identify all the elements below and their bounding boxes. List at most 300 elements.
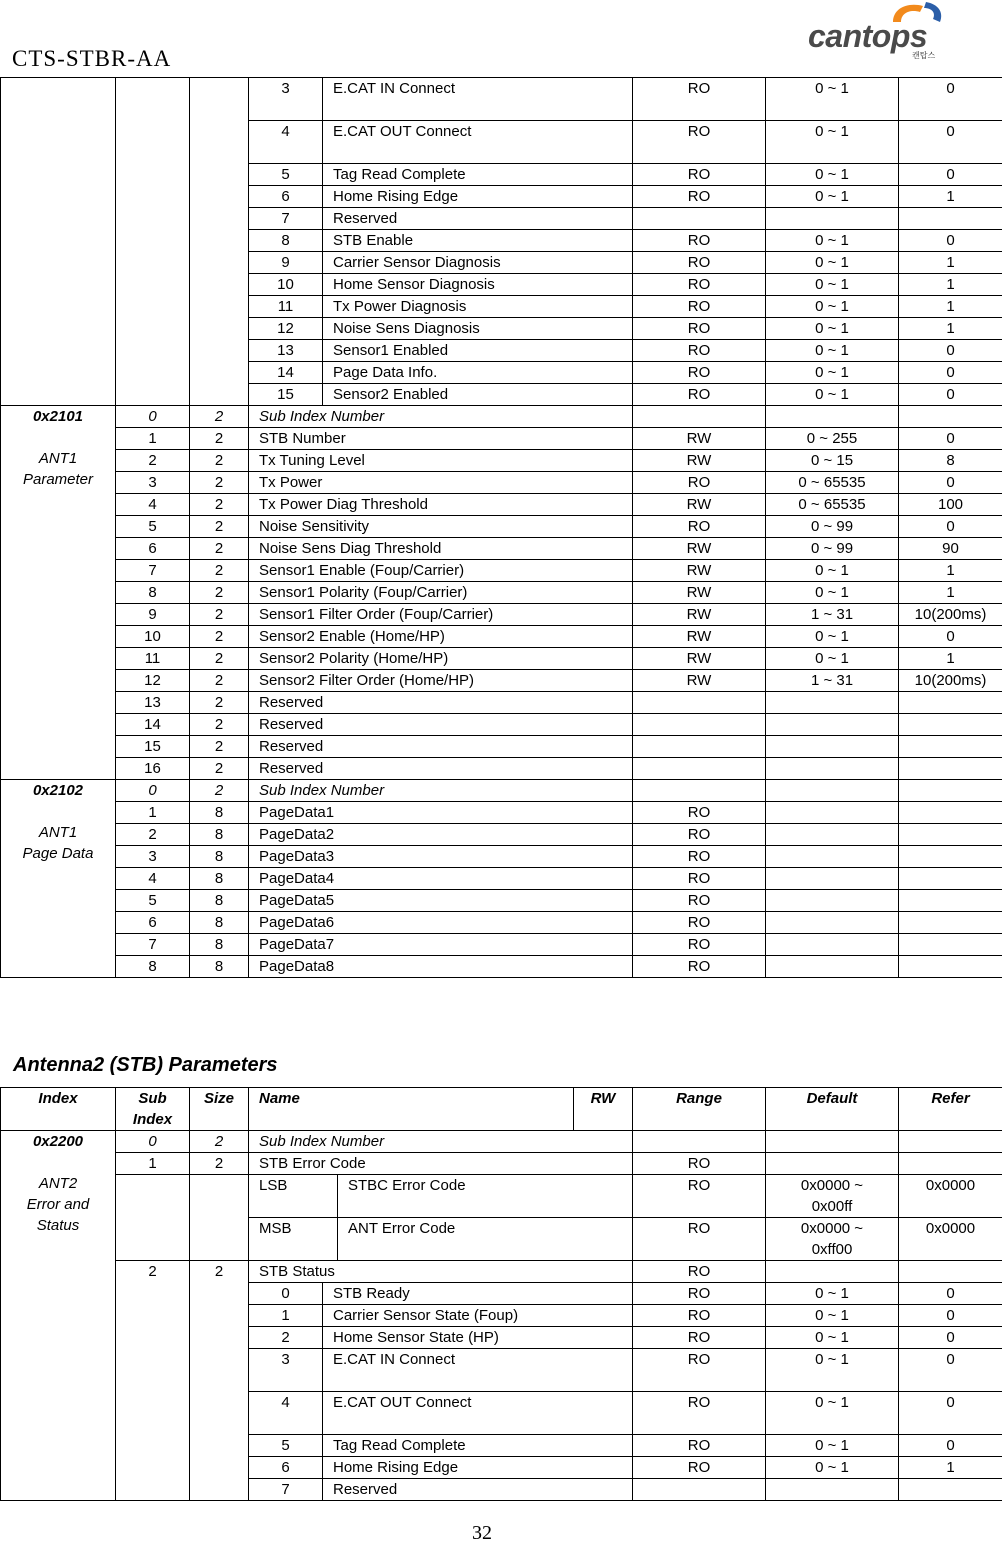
default-cell: 0 xyxy=(899,1327,1002,1349)
sub-index-cell: 3 xyxy=(116,846,190,868)
size-cell xyxy=(190,78,249,406)
table-row xyxy=(1,516,1002,538)
sub-index-cell: 4 xyxy=(116,868,190,890)
table-row xyxy=(1,868,1002,890)
default-cell: 0 xyxy=(899,1349,1002,1392)
name-cell: STB Enable xyxy=(323,230,633,252)
default-cell xyxy=(899,692,1002,714)
sub-index-cell: 15 xyxy=(116,736,190,758)
byte-label-cell: MSB xyxy=(249,1218,338,1261)
rw-cell xyxy=(633,692,766,714)
rw-cell: RO xyxy=(633,1218,766,1261)
index-code: 0x2200 xyxy=(3,1131,113,1152)
name-cell: Carrier Sensor Diagnosis xyxy=(323,252,633,274)
rw-cell: RO xyxy=(633,230,766,252)
sub-index-cell: 2 xyxy=(116,1261,190,1501)
rw-cell: RW xyxy=(633,428,766,450)
default-cell: 100 xyxy=(899,494,1002,516)
bit-cell: 10 xyxy=(249,274,323,296)
range-cell: 0 ~ 1 xyxy=(766,318,899,340)
rw-cell: RO xyxy=(633,1349,766,1392)
default-cell: 0 xyxy=(899,1392,1002,1435)
size-cell: 2 xyxy=(190,472,249,494)
table-row xyxy=(1,648,1002,670)
rw-cell: RO xyxy=(633,362,766,384)
name-cell: Sensor2 Enabled xyxy=(323,384,633,406)
index-description: ANT1 Parameter xyxy=(3,448,113,490)
sub-index-cell: 8 xyxy=(116,582,190,604)
sub-index-cell: 2 xyxy=(116,824,190,846)
size-cell: 8 xyxy=(190,868,249,890)
bit-cell: 13 xyxy=(249,340,323,362)
table-row xyxy=(1,1261,1002,1283)
name-cell: Reserved xyxy=(249,736,633,758)
size-cell: 8 xyxy=(190,912,249,934)
range-cell xyxy=(766,1261,899,1283)
range-cell xyxy=(766,780,899,802)
range-cell xyxy=(766,736,899,758)
logo-subtext: 캔탑스 xyxy=(912,50,935,61)
default-cell: 1 xyxy=(899,1457,1002,1479)
table-row xyxy=(1,714,1002,736)
size-cell: 2 xyxy=(190,582,249,604)
rw-cell: RO xyxy=(633,934,766,956)
rw-cell: RO xyxy=(633,890,766,912)
range-cell: 0 ~ 1 xyxy=(766,1435,899,1457)
size-cell xyxy=(190,1175,249,1261)
default-cell: 0 xyxy=(899,1435,1002,1457)
default-cell: 1 xyxy=(899,186,1002,208)
sub-index-cell: 9 xyxy=(116,604,190,626)
default-cell: 0 xyxy=(899,1305,1002,1327)
range-cell xyxy=(766,1153,899,1175)
table-row xyxy=(1,824,1002,846)
document-code: CTS-STBR-AA xyxy=(12,46,171,72)
size-cell: 2 xyxy=(190,494,249,516)
default-cell: 1 xyxy=(899,252,1002,274)
table-row xyxy=(1,802,1002,824)
range-cell: 0 ~ 65535 xyxy=(766,472,899,494)
table-row xyxy=(1,692,1002,714)
rw-cell: RO xyxy=(633,1435,766,1457)
rw-cell: RO xyxy=(633,274,766,296)
range-cell: 0 ~ 1 xyxy=(766,1349,899,1392)
index-cell xyxy=(1,78,116,406)
rw-cell: RO xyxy=(633,516,766,538)
default-cell: 0x0000 xyxy=(899,1175,1002,1218)
name-cell: Sensor1 Enable (Foup/Carrier) xyxy=(249,560,633,582)
table-row xyxy=(1,956,1002,978)
name-cell: PageData3 xyxy=(249,846,633,868)
table-row xyxy=(1,780,1002,802)
rw-cell: RO xyxy=(633,912,766,934)
index-code: 0x2101 xyxy=(3,406,113,427)
table-row xyxy=(1,626,1002,648)
range-cell xyxy=(766,934,899,956)
rw-cell xyxy=(633,714,766,736)
default-cell: 1 xyxy=(899,296,1002,318)
size-cell: 8 xyxy=(190,956,249,978)
name-cell: STB Error Code xyxy=(249,1153,633,1175)
range-cell xyxy=(766,1131,899,1153)
table-row xyxy=(1,406,1002,428)
sub-index-cell: 0 xyxy=(116,780,190,802)
default-cell: 1 xyxy=(899,274,1002,296)
range-cell: 0 ~ 1 xyxy=(766,296,899,318)
name-cell: Home Rising Edge xyxy=(323,186,633,208)
range-cell xyxy=(766,406,899,428)
rw-cell xyxy=(633,1479,766,1501)
name-cell: Sensor2 Polarity (Home/HP) xyxy=(249,648,633,670)
default-cell xyxy=(899,1479,1002,1501)
default-cell xyxy=(899,868,1002,890)
col-index: Index xyxy=(1,1088,116,1131)
name-cell: Reserved xyxy=(249,692,633,714)
name-cell: Tx Power Diag Threshold xyxy=(249,494,633,516)
name-cell: Tx Power xyxy=(249,472,633,494)
table-row xyxy=(1,538,1002,560)
sub-index-cell xyxy=(116,1175,190,1261)
name-cell: Sensor1 Enabled xyxy=(323,340,633,362)
range-cell xyxy=(766,846,899,868)
range-cell: 1 ~ 31 xyxy=(766,670,899,692)
table-row xyxy=(1,494,1002,516)
range-cell xyxy=(766,956,899,978)
range-cell xyxy=(766,802,899,824)
rw-cell xyxy=(633,736,766,758)
range-cell: 0 ~ 1 xyxy=(766,648,899,670)
table-row xyxy=(1,736,1002,758)
size-cell: 2 xyxy=(190,450,249,472)
default-cell: 1 xyxy=(899,560,1002,582)
range-cell xyxy=(766,912,899,934)
default-cell xyxy=(899,780,1002,802)
sub-index-cell: 1 xyxy=(116,802,190,824)
name-cell: Reserved xyxy=(249,714,633,736)
rw-cell: RW xyxy=(633,670,766,692)
name-cell: PageData5 xyxy=(249,890,633,912)
sub-index-cell: 6 xyxy=(116,912,190,934)
default-cell xyxy=(899,736,1002,758)
table-row xyxy=(1,1131,1002,1153)
rw-cell: RO xyxy=(633,340,766,362)
bit-cell: 7 xyxy=(249,1479,323,1501)
default-cell: 8 xyxy=(899,450,1002,472)
default-cell xyxy=(899,846,1002,868)
default-cell xyxy=(899,956,1002,978)
table-row xyxy=(1,428,1002,450)
rw-cell: RW xyxy=(633,648,766,670)
range-cell: 0 ~ 1 xyxy=(766,274,899,296)
default-cell xyxy=(899,802,1002,824)
range-cell: 0 ~ 15 xyxy=(766,450,899,472)
name-cell: Reserved xyxy=(323,208,633,230)
range-cell: 0 ~ 1 xyxy=(766,1305,899,1327)
range-cell: 0 ~ 1 xyxy=(766,582,899,604)
ant2-parameter-table xyxy=(0,1087,1002,1501)
name-cell: Noise Sens Diagnosis xyxy=(323,318,633,340)
default-cell xyxy=(899,714,1002,736)
table-row xyxy=(1,912,1002,934)
ant1-parameter-table xyxy=(0,77,1002,978)
size-cell: 2 xyxy=(190,560,249,582)
rw-cell: RW xyxy=(633,450,766,472)
range-cell xyxy=(766,824,899,846)
name-cell: Sub Index Number xyxy=(249,406,633,428)
name-cell: Tx Power Diagnosis xyxy=(323,296,633,318)
range-cell: 0 ~ 1 xyxy=(766,1457,899,1479)
rw-cell: RW xyxy=(633,538,766,560)
name-cell: PageData4 xyxy=(249,868,633,890)
default-cell: 1 xyxy=(899,318,1002,340)
bit-cell: 0 xyxy=(249,1283,323,1305)
default-cell xyxy=(899,208,1002,230)
bit-cell: 9 xyxy=(249,252,323,274)
rw-cell: RO xyxy=(633,846,766,868)
sub-index-cell: 7 xyxy=(116,560,190,582)
range-cell: 0 ~ 1 xyxy=(766,1392,899,1435)
range-cell: 0 ~ 1 xyxy=(766,340,899,362)
range-cell: 0x0000 ~ 0x00ff xyxy=(766,1175,899,1218)
range-cell: 0 ~ 1 xyxy=(766,384,899,406)
range-cell: 0 ~ 255 xyxy=(766,428,899,450)
bit-cell: 3 xyxy=(249,1349,323,1392)
range-cell: 0 ~ 1 xyxy=(766,186,899,208)
range-cell: 1 ~ 31 xyxy=(766,604,899,626)
bit-cell: 4 xyxy=(249,1392,323,1435)
range-cell: 0 ~ 1 xyxy=(766,362,899,384)
sub-index-cell: 8 xyxy=(116,956,190,978)
default-cell xyxy=(899,912,1002,934)
rw-cell: RO xyxy=(633,802,766,824)
default-cell: 0 xyxy=(899,1283,1002,1305)
table-row xyxy=(1,846,1002,868)
sub-index-cell: 1 xyxy=(116,428,190,450)
rw-cell: RO xyxy=(633,1327,766,1349)
size-cell: 2 xyxy=(190,538,249,560)
bit-cell: 5 xyxy=(249,164,323,186)
rw-cell: RO xyxy=(633,296,766,318)
name-cell: Sub Index Number xyxy=(249,780,633,802)
bit-row xyxy=(1,78,1002,121)
bit-cell: 5 xyxy=(249,1435,323,1457)
sub-index-cell: 13 xyxy=(116,692,190,714)
bit-cell: 4 xyxy=(249,121,323,164)
sub-index-cell: 6 xyxy=(116,538,190,560)
rw-cell: RO xyxy=(633,868,766,890)
size-cell: 2 xyxy=(190,780,249,802)
range-cell: 0 ~ 1 xyxy=(766,1283,899,1305)
sub-index-cell: 4 xyxy=(116,494,190,516)
name-cell: Noise Sens Diag Threshold xyxy=(249,538,633,560)
size-cell: 2 xyxy=(190,1261,249,1501)
default-cell: 10(200ms) xyxy=(899,604,1002,626)
rw-cell: RO xyxy=(633,186,766,208)
range-cell: 0 ~ 1 xyxy=(766,230,899,252)
name-cell: E.CAT OUT Connect xyxy=(323,121,633,164)
table-row xyxy=(1,450,1002,472)
bit-cell: 1 xyxy=(249,1305,323,1327)
index-cell xyxy=(1,1131,116,1501)
range-cell xyxy=(766,1479,899,1501)
rw-cell: RO xyxy=(633,384,766,406)
name-cell: STB Number xyxy=(249,428,633,450)
name-cell: PageData6 xyxy=(249,912,633,934)
default-cell xyxy=(899,406,1002,428)
col-name: Name xyxy=(249,1088,574,1131)
name-cell: ANT Error Code xyxy=(338,1218,633,1261)
size-cell: 2 xyxy=(190,714,249,736)
rw-cell: RO xyxy=(633,252,766,274)
rw-cell: RO xyxy=(633,121,766,164)
rw-cell: RO xyxy=(633,956,766,978)
name-cell: E.CAT OUT Connect xyxy=(323,1392,633,1435)
range-cell xyxy=(766,890,899,912)
rw-cell xyxy=(633,208,766,230)
size-cell: 8 xyxy=(190,824,249,846)
name-cell: Sensor1 Polarity (Foup/Carrier) xyxy=(249,582,633,604)
bit-cell: 15 xyxy=(249,384,323,406)
bit-cell: 2 xyxy=(249,1327,323,1349)
sub-index-cell xyxy=(116,78,190,406)
bit-cell: 6 xyxy=(249,1457,323,1479)
sub-index-cell: 5 xyxy=(116,516,190,538)
name-cell: Sensor2 Filter Order (Home/HP) xyxy=(249,670,633,692)
default-cell: 0 xyxy=(899,78,1002,121)
col-refer: Refer xyxy=(899,1088,1002,1131)
table-row xyxy=(1,472,1002,494)
size-cell: 2 xyxy=(190,1153,249,1175)
name-cell: PageData2 xyxy=(249,824,633,846)
default-cell: 1 xyxy=(899,648,1002,670)
size-cell: 8 xyxy=(190,802,249,824)
rw-cell: RO xyxy=(633,1261,766,1283)
bit-cell: 12 xyxy=(249,318,323,340)
section-title: Antenna2 (STB) Parameters xyxy=(13,1054,278,1077)
rw-cell: RO xyxy=(633,824,766,846)
bit-cell: 6 xyxy=(249,186,323,208)
size-cell: 2 xyxy=(190,648,249,670)
sub-index-cell: 16 xyxy=(116,758,190,780)
col-sub-index: Sub Index xyxy=(116,1088,190,1131)
rw-cell: RO xyxy=(633,1283,766,1305)
byte-label-cell: LSB xyxy=(249,1175,338,1218)
size-cell: 8 xyxy=(190,934,249,956)
rw-cell: RW xyxy=(633,494,766,516)
default-cell: 0 xyxy=(899,428,1002,450)
range-cell xyxy=(766,692,899,714)
table-header-row xyxy=(1,1088,1002,1131)
range-cell xyxy=(766,758,899,780)
index-cell xyxy=(1,406,116,780)
range-cell: 0 ~ 1 xyxy=(766,1327,899,1349)
name-cell: Tx Tuning Level xyxy=(249,450,633,472)
sub-index-cell: 0 xyxy=(116,406,190,428)
name-cell: STB Status xyxy=(249,1261,633,1283)
sub-index-cell: 10 xyxy=(116,626,190,648)
default-cell: 0 xyxy=(899,626,1002,648)
table-row xyxy=(1,670,1002,692)
rw-cell: RO xyxy=(633,1175,766,1218)
range-cell: 0 ~ 1 xyxy=(766,252,899,274)
default-cell: 0x0000 xyxy=(899,1218,1002,1261)
default-cell: 0 xyxy=(899,472,1002,494)
table-row xyxy=(1,560,1002,582)
range-cell: 0 ~ 1 xyxy=(766,560,899,582)
index-code: 0x2102 xyxy=(3,780,113,801)
sub-index-cell: 0 xyxy=(116,1131,190,1153)
name-cell: E.CAT IN Connect xyxy=(323,78,633,121)
rw-cell: RW xyxy=(633,582,766,604)
sub-index-cell: 14 xyxy=(116,714,190,736)
name-cell: STBC Error Code xyxy=(338,1175,633,1218)
rw-cell xyxy=(633,758,766,780)
size-cell: 2 xyxy=(190,626,249,648)
name-cell: Sensor2 Enable (Home/HP) xyxy=(249,626,633,648)
name-cell: Home Sensor State (HP) xyxy=(323,1327,633,1349)
rw-cell: RW xyxy=(633,626,766,648)
default-cell: 1 xyxy=(899,582,1002,604)
range-cell: 0 ~ 1 xyxy=(766,626,899,648)
size-cell: 2 xyxy=(190,428,249,450)
bit-cell: 11 xyxy=(249,296,323,318)
name-cell: E.CAT IN Connect xyxy=(323,1349,633,1392)
rw-cell: RO xyxy=(633,1153,766,1175)
name-cell: Home Rising Edge xyxy=(323,1457,633,1479)
rw-cell: RO xyxy=(633,164,766,186)
table-row xyxy=(1,758,1002,780)
bit-cell: 3 xyxy=(249,78,323,121)
name-cell: Page Data Info. xyxy=(323,362,633,384)
sub-index-cell: 2 xyxy=(116,450,190,472)
default-cell: 10(200ms) xyxy=(899,670,1002,692)
rw-cell xyxy=(633,780,766,802)
name-cell: Sensor1 Filter Order (Foup/Carrier) xyxy=(249,604,633,626)
size-cell: 2 xyxy=(190,406,249,428)
name-cell: Tag Read Complete xyxy=(323,164,633,186)
rw-cell: RO xyxy=(633,472,766,494)
name-cell: PageData7 xyxy=(249,934,633,956)
name-cell: PageData8 xyxy=(249,956,633,978)
sub-index-cell: 3 xyxy=(116,472,190,494)
name-cell: PageData1 xyxy=(249,802,633,824)
rw-cell: RW xyxy=(633,604,766,626)
default-cell xyxy=(899,890,1002,912)
name-cell: Home Sensor Diagnosis xyxy=(323,274,633,296)
default-cell: 0 xyxy=(899,230,1002,252)
name-cell: Reserved xyxy=(323,1479,633,1501)
bit-cell: 14 xyxy=(249,362,323,384)
bit-cell: 8 xyxy=(249,230,323,252)
size-cell: 2 xyxy=(190,670,249,692)
default-cell: 0 xyxy=(899,164,1002,186)
index-cell xyxy=(1,780,116,978)
default-cell xyxy=(899,934,1002,956)
range-cell: 0 ~ 65535 xyxy=(766,494,899,516)
rw-cell xyxy=(633,1131,766,1153)
col-rw: RW xyxy=(574,1088,633,1131)
name-cell: Reserved xyxy=(249,758,633,780)
rw-cell: RO xyxy=(633,318,766,340)
range-cell xyxy=(766,714,899,736)
col-default: Default xyxy=(766,1088,899,1131)
size-cell: 8 xyxy=(190,846,249,868)
sub-index-cell: 11 xyxy=(116,648,190,670)
table-row xyxy=(1,604,1002,626)
table-row xyxy=(1,1153,1002,1175)
size-cell: 2 xyxy=(190,1131,249,1153)
bit-cell: 7 xyxy=(249,208,323,230)
